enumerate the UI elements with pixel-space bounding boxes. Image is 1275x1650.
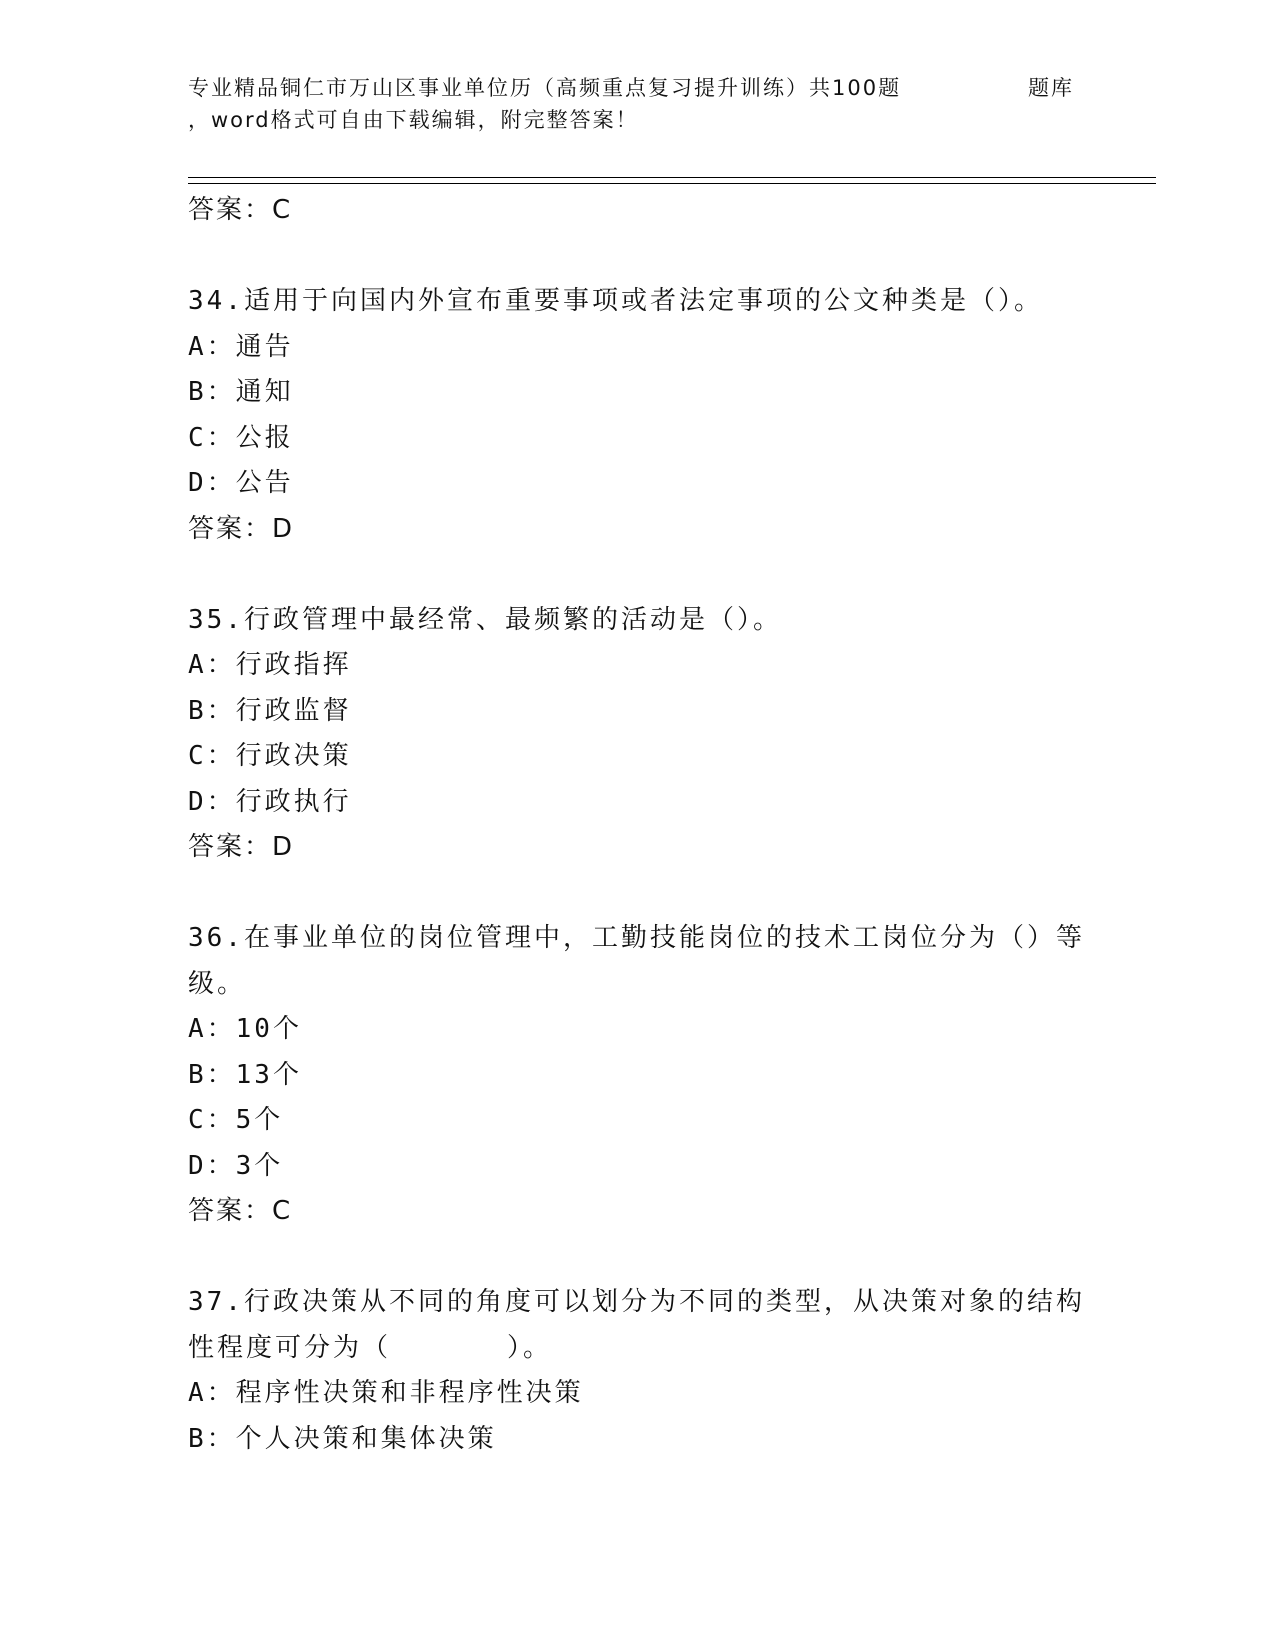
option-c: C：公报 bbox=[188, 422, 294, 453]
question-block bbox=[188, 279, 1088, 552]
question-text-continued: 级。 bbox=[188, 968, 247, 999]
question-text: 34.适用于向国内外宣布重要事项或者法定事项的公文种类是（）。 bbox=[188, 286, 1043, 316]
option-a: A：行政指挥 bbox=[188, 650, 352, 680]
question-block bbox=[188, 1280, 1088, 1462]
question-block bbox=[188, 916, 1088, 1235]
spacer bbox=[188, 871, 1088, 917]
option-b: B：13个 bbox=[188, 1059, 302, 1090]
option-b: B：通知 bbox=[188, 377, 294, 407]
option-c: C：行政决策 bbox=[188, 741, 352, 771]
option-d: D：3个 bbox=[188, 1150, 284, 1181]
answer-line: 答案：D bbox=[188, 832, 295, 862]
question-text: 36.在事业单位的岗位管理中，工勤技能岗位的技术工岗位分为（）等 bbox=[188, 923, 1085, 953]
answer-line: 答案：C bbox=[188, 195, 293, 225]
spacer bbox=[188, 552, 1088, 598]
option-a: A：程序性决策和非程序性决策 bbox=[188, 1378, 584, 1408]
header-right-label: 题库 bbox=[1028, 76, 1074, 100]
option-d: D：公告 bbox=[188, 468, 294, 498]
question-text: 35.行政管理中最经常、最频繁的活动是（）。 bbox=[188, 604, 782, 635]
answer-line: 答案：C bbox=[188, 1196, 293, 1226]
answer-line: 答案：D bbox=[188, 513, 295, 544]
option-b: B：行政监督 bbox=[188, 695, 352, 726]
spacer bbox=[188, 234, 1088, 280]
question-text: 37.行政决策从不同的角度可以划分为不同的类型，从决策对象的结构 bbox=[188, 1287, 1085, 1317]
question-block bbox=[188, 598, 1088, 871]
spacer bbox=[188, 1235, 1088, 1281]
question-list bbox=[188, 188, 1088, 1462]
option-a: A：通告 bbox=[188, 331, 294, 362]
option-d: D：行政执行 bbox=[188, 786, 352, 817]
header-subtitle: ，word格式可自由下载编辑，附完整答案！ bbox=[188, 108, 639, 132]
option-a: A：10个 bbox=[188, 1014, 302, 1044]
header-divider-bottom bbox=[188, 183, 1156, 184]
option-b: B：个人决策和集体决策 bbox=[188, 1423, 497, 1454]
page-header bbox=[188, 72, 1148, 136]
header-divider-top bbox=[188, 177, 1156, 178]
option-c: C：5个 bbox=[188, 1105, 284, 1135]
question-text-continued: 性程度可分为（ ）。 bbox=[188, 1332, 553, 1363]
header-title: 专业精品铜仁市万山区事业单位历（高频重点复习提升训练）共100题 bbox=[188, 76, 902, 100]
